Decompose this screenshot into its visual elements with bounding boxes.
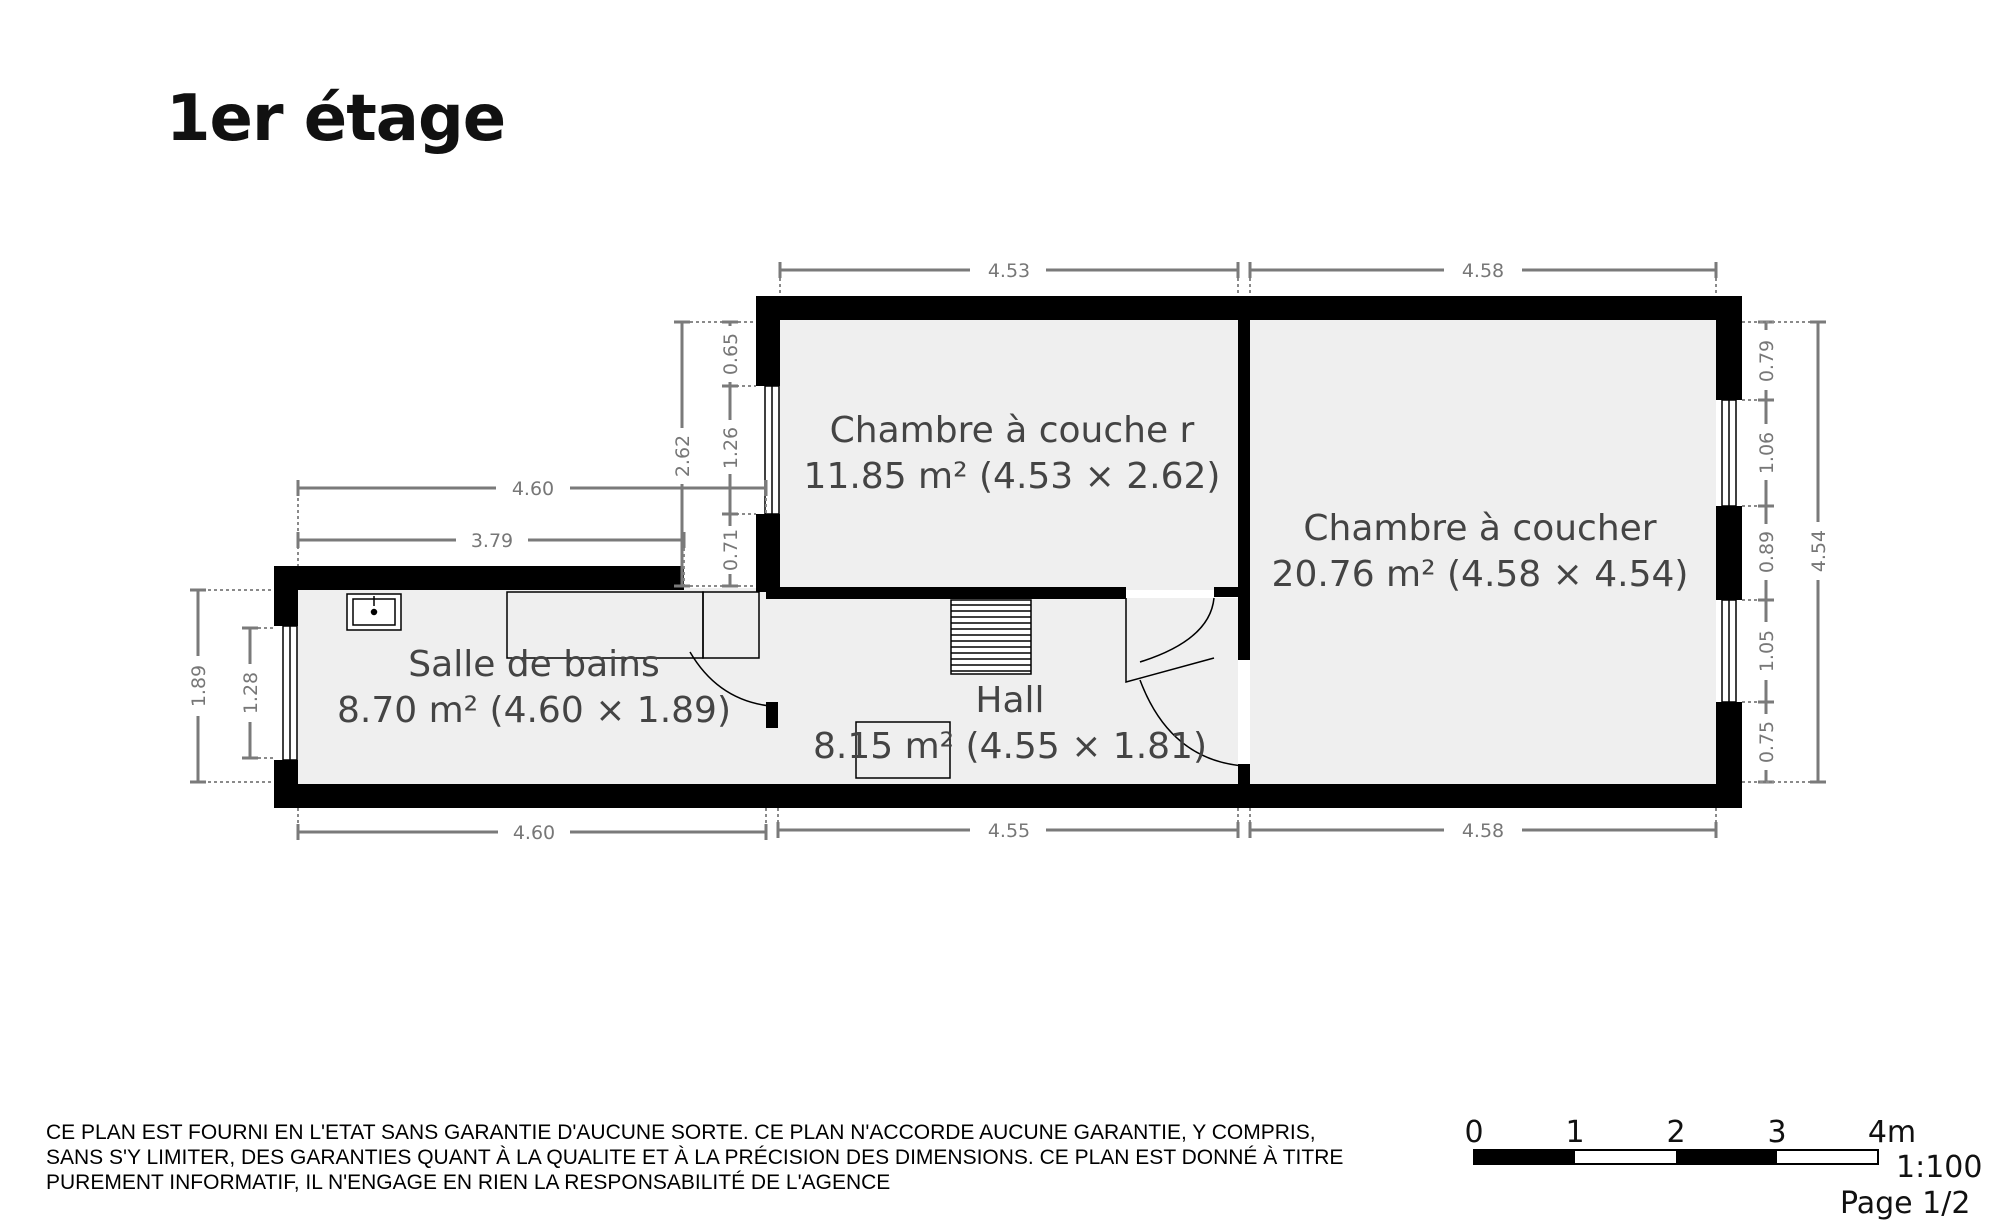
room-area-chambre-1: 11.85 m² (4.53 × 2.62) xyxy=(803,456,1221,497)
room-name-hall: Hall xyxy=(975,680,1045,721)
wall-sdb-left-upper xyxy=(274,566,298,626)
wall-bottom xyxy=(274,784,1742,808)
wall-ch1-ch2 xyxy=(1238,320,1250,660)
scale-label-1: 1 xyxy=(1565,1115,1585,1150)
room-area-salle-de-bains: 8.70 m² (4.60 × 1.89) xyxy=(337,690,731,731)
svg-text:1.28: 1.28 xyxy=(240,671,262,715)
scale-seg-1 xyxy=(1474,1150,1575,1164)
scale-ratio: 1:100 xyxy=(1896,1150,1983,1185)
svg-text:1.05: 1.05 xyxy=(1756,629,1778,673)
room-name-chambre-1: Chambre à couche r xyxy=(829,410,1195,451)
window-ch2-lower xyxy=(1722,600,1736,702)
dim-bottom-sdb xyxy=(298,808,766,844)
scale-bar xyxy=(1464,1115,1916,1164)
svg-text:0.75: 0.75 xyxy=(1756,720,1778,764)
svg-text:4.60: 4.60 xyxy=(511,478,555,500)
svg-text:4.53: 4.53 xyxy=(987,260,1031,282)
page-label: Page 1/2 xyxy=(1840,1186,1971,1221)
room-area-chambre-2: 20.76 m² (4.58 × 4.54) xyxy=(1271,554,1689,595)
svg-text:4.54: 4.54 xyxy=(1808,529,1830,573)
wall-ch1-left-upper xyxy=(756,296,780,386)
svg-text:0.65: 0.65 xyxy=(720,332,742,376)
floor-title: 1er étage xyxy=(166,82,506,156)
svg-text:0.71: 0.71 xyxy=(720,528,742,572)
floor-chambre-2 xyxy=(1250,320,1716,784)
svg-text:1.89: 1.89 xyxy=(188,664,210,708)
window-ch2-upper xyxy=(1722,400,1736,506)
wall-ch2-right-3 xyxy=(1716,702,1742,808)
scale-label-0: 0 xyxy=(1464,1115,1484,1150)
svg-text:4.60: 4.60 xyxy=(512,822,556,844)
scale-label-2: 2 xyxy=(1666,1115,1686,1150)
dim-sdb-outer xyxy=(298,478,766,566)
window-sdb xyxy=(283,626,297,760)
wall-ch2-right-1 xyxy=(1716,296,1742,400)
dim-top-chambre-2 xyxy=(1250,260,1716,296)
svg-text:0.79: 0.79 xyxy=(1756,339,1778,383)
dim-ch1-segments xyxy=(720,322,756,586)
svg-text:0.89: 0.89 xyxy=(1756,530,1778,574)
dim-bottom-hall xyxy=(778,808,1238,842)
staircase xyxy=(951,600,1031,674)
wall-sdb-left-lower xyxy=(274,760,298,808)
wall-ch1-left-lower xyxy=(756,514,780,592)
room-name-salle-de-bains: Salle de bains xyxy=(408,644,660,685)
svg-text:4.55: 4.55 xyxy=(987,820,1031,842)
wall-ch1-hall-right xyxy=(1214,587,1248,597)
svg-text:1.26: 1.26 xyxy=(720,426,742,470)
wall-ch2-right-2 xyxy=(1716,506,1742,600)
scale-label-3: 3 xyxy=(1767,1115,1787,1150)
svg-text:1.06: 1.06 xyxy=(1756,431,1778,475)
room-area-hall: 8.15 m² (4.55 × 1.81) xyxy=(813,726,1207,767)
svg-text:4.58: 4.58 xyxy=(1461,260,1505,282)
disclaimer-text: CE PLAN EST FOURNI EN L'ETAT SANS GARANTIE D'AUCUNE SORTE. CE PLAN N'ACCORDE AUCUNE GARANTIE, Y COMPRIS, SANS S'Y LIMITER, DES GARANTIES QUANT À LA QUALITE ET À LA PRÉCISION DES DIMENSIONS. CE PLAN EST DONNÉ À TITRE PUREMENT INFORMATIF, IL N'ENGAGE EN RIEN LA RESPONSABILITÉ DE L'AGENCE xyxy=(46,1121,1344,1194)
scale-label-4: 4m xyxy=(1867,1115,1917,1150)
svg-text:2.62: 2.62 xyxy=(672,434,694,478)
dim-sdb-window xyxy=(240,628,274,758)
wall-sdb-top xyxy=(274,566,684,590)
room-name-chambre-2: Chambre à coucher xyxy=(1303,508,1657,549)
dim-bottom-chambre-2 xyxy=(1250,808,1716,842)
sink-icon xyxy=(347,594,401,630)
svg-text:4.58: 4.58 xyxy=(1461,820,1505,842)
dim-ch2-segments xyxy=(1742,322,1778,782)
wall-ch1-hall xyxy=(766,587,1126,599)
wall-top xyxy=(756,296,1742,320)
floor-chambre-1 xyxy=(778,320,1238,590)
dim-top-chambre-1 xyxy=(780,260,1238,296)
scale-seg-3 xyxy=(1676,1150,1777,1164)
wall-hall-ch2-bottom xyxy=(1238,764,1250,788)
svg-text:3.79: 3.79 xyxy=(470,530,514,552)
